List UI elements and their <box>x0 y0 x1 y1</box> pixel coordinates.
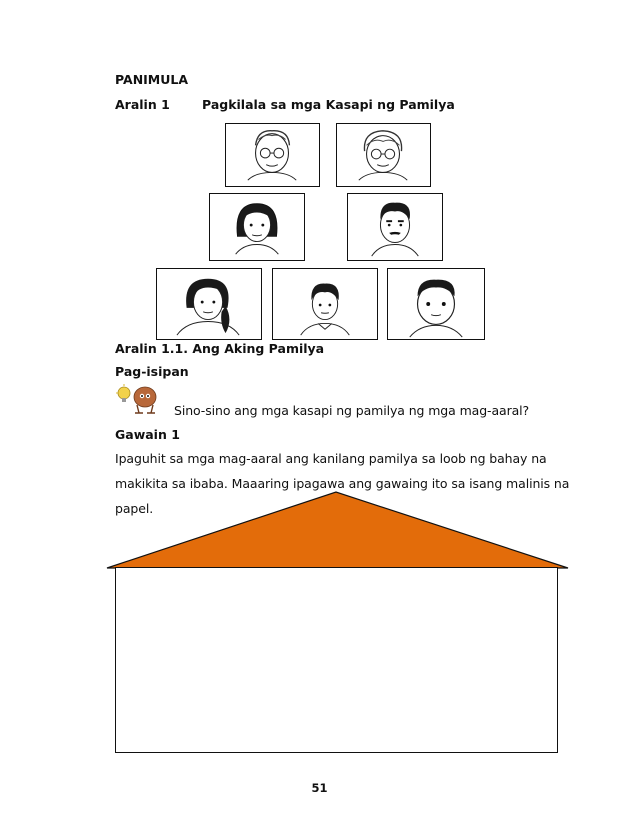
guiding-question: Sino-sino ang mga kasapi ng pamilya ng mga mag-aaral? <box>174 403 530 418</box>
lesson-title: Pagkilala sa mga Kasapi ng Pamilya <box>202 97 455 112</box>
youngest-child-illustration <box>388 269 484 339</box>
portrait-father <box>347 193 443 261</box>
house-roof <box>105 490 570 570</box>
lesson-number: Aralin 1 <box>115 97 170 112</box>
grandfather-illustration <box>226 124 319 186</box>
activity-title: Gawain 1 <box>115 427 180 442</box>
activity-line-2: makikita sa ibaba. Maaaring ipagawa ang gawaing ito sa isang malinis na <box>115 476 570 491</box>
section-subtitle: Pag-isipan <box>115 364 189 379</box>
page-heading: PANIMULA <box>115 72 189 87</box>
older-sister-illustration <box>157 269 261 339</box>
portrait-youngest-child <box>387 268 485 340</box>
portrait-older-brother <box>272 268 378 340</box>
activity-line-1: Ipaguhit sa mga mag-aaral ang kanilang pamilya sa loob ng bahay na <box>115 451 547 466</box>
mother-illustration <box>210 194 304 260</box>
portrait-grandfather <box>225 123 320 187</box>
portrait-mother <box>209 193 305 261</box>
portrait-older-sister <box>156 268 262 340</box>
thinker-icon <box>115 383 161 417</box>
page-number: 51 <box>311 781 328 795</box>
father-illustration <box>348 194 442 260</box>
grandmother-illustration <box>337 124 430 186</box>
house-drawing-area[interactable] <box>115 567 558 753</box>
older-brother-illustration <box>273 269 377 339</box>
portrait-grandmother <box>336 123 431 187</box>
section-title: Aralin 1.1. Ang Aking Pamilya <box>115 341 325 356</box>
activity-line-3: papel. <box>115 501 154 516</box>
